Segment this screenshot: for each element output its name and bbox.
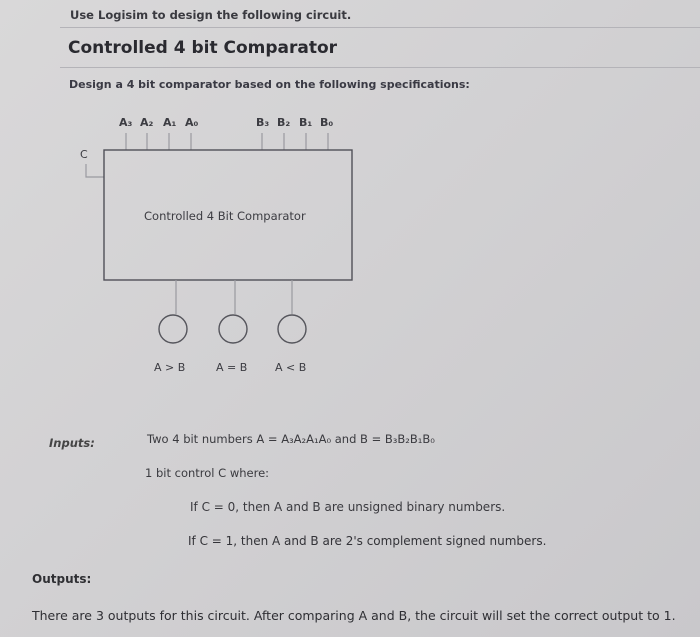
inputs-label: Inputs: xyxy=(49,436,95,450)
output-label-aeqb: A = B xyxy=(216,361,248,374)
input-label-a1: A₁ xyxy=(163,116,177,129)
output-label-altb: A < B xyxy=(275,361,307,374)
output-pin-aeqb xyxy=(219,315,247,343)
input-label-a2: A₂ xyxy=(140,116,154,129)
block-label: Controlled 4 Bit Comparator xyxy=(144,209,306,223)
input-label-a0: A₀ xyxy=(185,116,199,129)
output-wires xyxy=(176,280,292,314)
input-pins xyxy=(86,133,328,177)
input-label-a3: A₃ xyxy=(119,116,133,129)
control-label: C xyxy=(80,148,88,161)
inputs-line-1: Two 4 bit numbers A = A₃A₂A₁A₀ and B = B₃B₂B₁B₀ xyxy=(147,432,435,446)
intro-text: Use Logisim to design the following circuit. xyxy=(70,8,352,22)
input-label-b3: B₃ xyxy=(256,116,270,129)
inputs-line-4: If C = 1, then A and B are 2's complement signed numbers. xyxy=(188,534,547,548)
inputs-line-3: If C = 0, then A and B are unsigned binary numbers. xyxy=(190,500,506,514)
inputs-line-2: 1 bit control C where: xyxy=(145,466,270,480)
input-label-b2: B₂ xyxy=(277,116,291,129)
page-title: Controlled 4 bit Comparator xyxy=(68,38,338,58)
input-label-b0: B₀ xyxy=(320,116,334,129)
outputs-label: Outputs: xyxy=(32,572,92,586)
output-pin-altb xyxy=(278,315,306,343)
design-spec-line: Design a 4 bit comparator based on the following specifications: xyxy=(69,78,470,91)
output-label-agtb: A > B xyxy=(154,361,186,374)
input-label-b1: B₁ xyxy=(299,116,313,129)
output-pin-agtb xyxy=(159,315,187,343)
outputs-line-1: There are 3 outputs for this circuit. After comparing A and B, the circuit will set the correct output to 1. xyxy=(32,608,676,623)
